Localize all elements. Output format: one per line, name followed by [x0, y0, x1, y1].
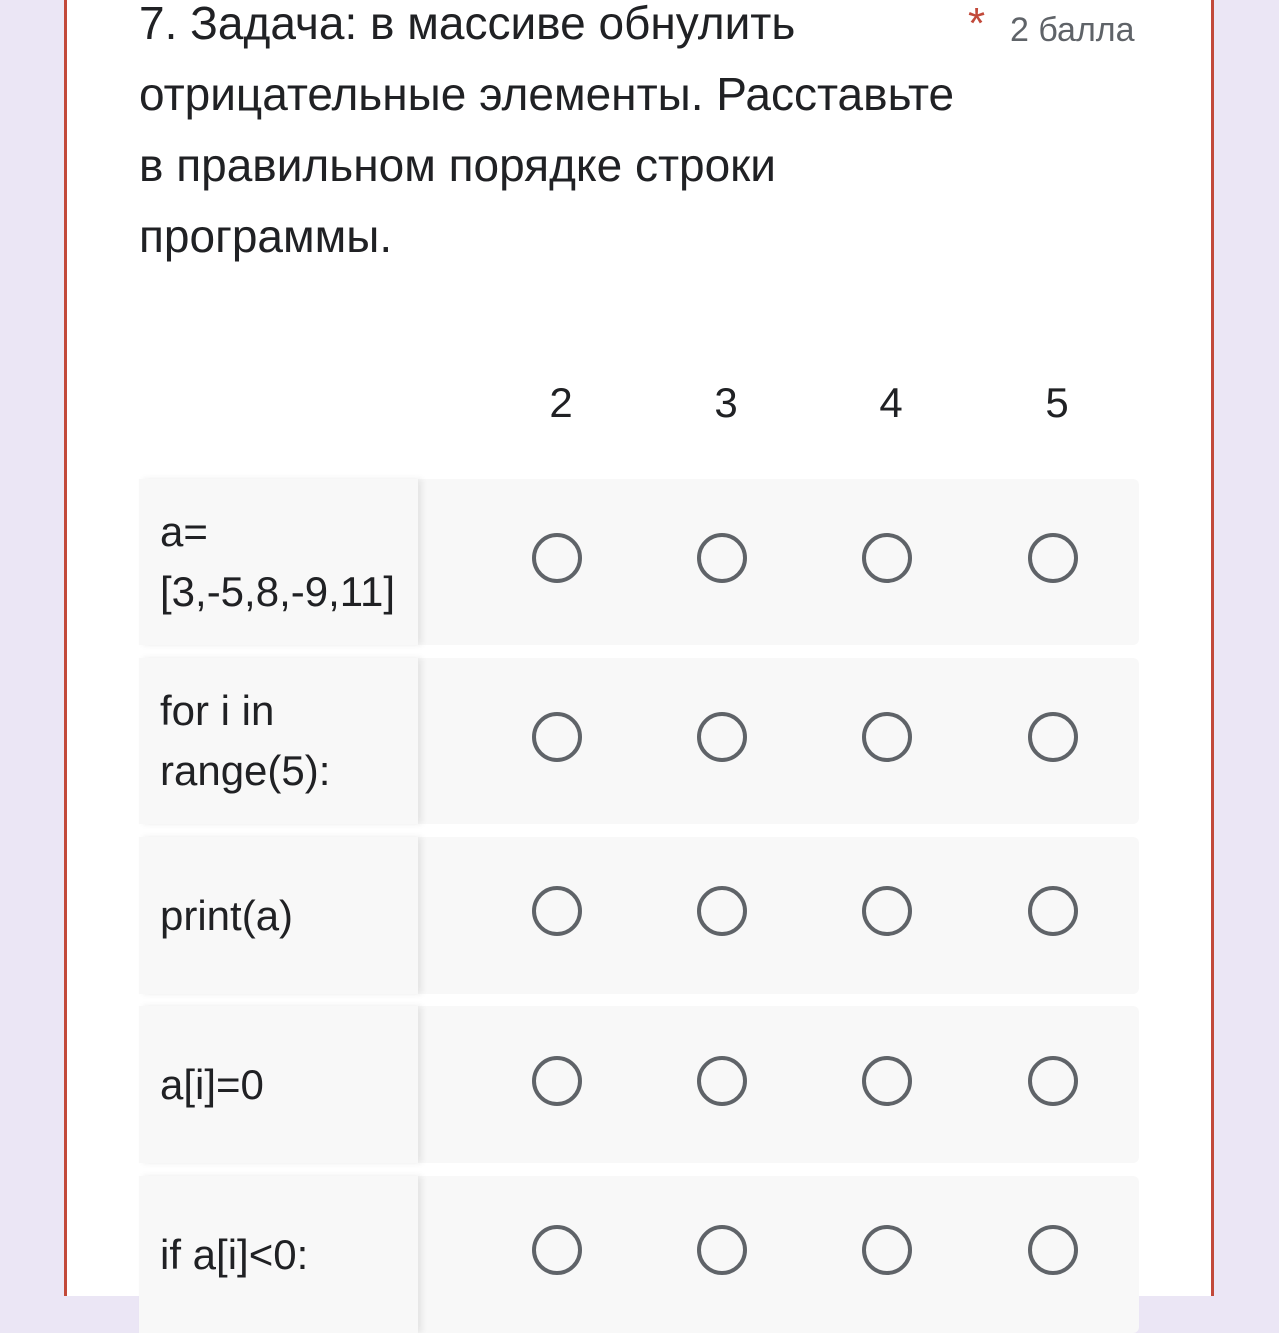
radio-row1-col4[interactable]: [862, 533, 912, 583]
row-label-cell: [139, 658, 418, 824]
column-header-2: 2: [549, 379, 573, 426]
radio-row4-col2[interactable]: [532, 1056, 582, 1106]
radio-row2-col2[interactable]: [532, 712, 582, 762]
grid-row: [139, 1006, 1139, 1163]
row-label: for i in range(5):: [160, 687, 331, 794]
row-label-cell: [139, 1176, 418, 1333]
question-title: 7. Задача: в массиве обнулить отрицательные элементы. Расставьте в правильном порядке строки программы.: [139, 0, 955, 262]
radio-row1-col3[interactable]: [697, 533, 747, 583]
radio-row2-col3[interactable]: [697, 712, 747, 762]
radio-row1-col2[interactable]: [532, 533, 582, 583]
radio-row5-col5[interactable]: [1028, 1225, 1078, 1275]
column-header-5: 5: [1045, 379, 1069, 426]
radio-row2-col4[interactable]: [862, 712, 912, 762]
column-header-3: 3: [714, 379, 738, 426]
row-label-cell: [139, 1006, 418, 1163]
radio-row4-col3[interactable]: [697, 1056, 747, 1106]
radio-row3-col3[interactable]: [697, 886, 747, 936]
row-label: a= [3,-5,8,-9,11]: [160, 508, 396, 615]
radio-row3-col2[interactable]: [532, 886, 582, 936]
required-asterisk: *: [968, 0, 986, 48]
radio-row1-col5[interactable]: [1028, 533, 1078, 583]
radio-row3-col5[interactable]: [1028, 886, 1078, 936]
radio-row5-col2[interactable]: [532, 1225, 582, 1275]
radio-row2-col5[interactable]: [1028, 712, 1078, 762]
radio-row5-col3[interactable]: [697, 1225, 747, 1275]
radio-row4-col5[interactable]: [1028, 1056, 1078, 1106]
grid-row: [139, 837, 1139, 994]
grid-row: [139, 479, 1139, 645]
column-header-4: 4: [879, 379, 903, 426]
grid-row: [139, 658, 1139, 824]
radio-row5-col4[interactable]: [862, 1225, 912, 1275]
row-label-cell: [139, 479, 418, 645]
row-label: a[i]=0: [160, 1060, 264, 1108]
row-label-cell: [139, 837, 418, 994]
row-label: if a[i]<0:: [160, 1230, 309, 1278]
radio-row3-col4[interactable]: [862, 886, 912, 936]
radio-row4-col4[interactable]: [862, 1056, 912, 1106]
grid-row: [139, 1176, 1139, 1333]
row-label: print(a): [160, 891, 294, 939]
points-label: 2 балла: [1010, 11, 1135, 49]
